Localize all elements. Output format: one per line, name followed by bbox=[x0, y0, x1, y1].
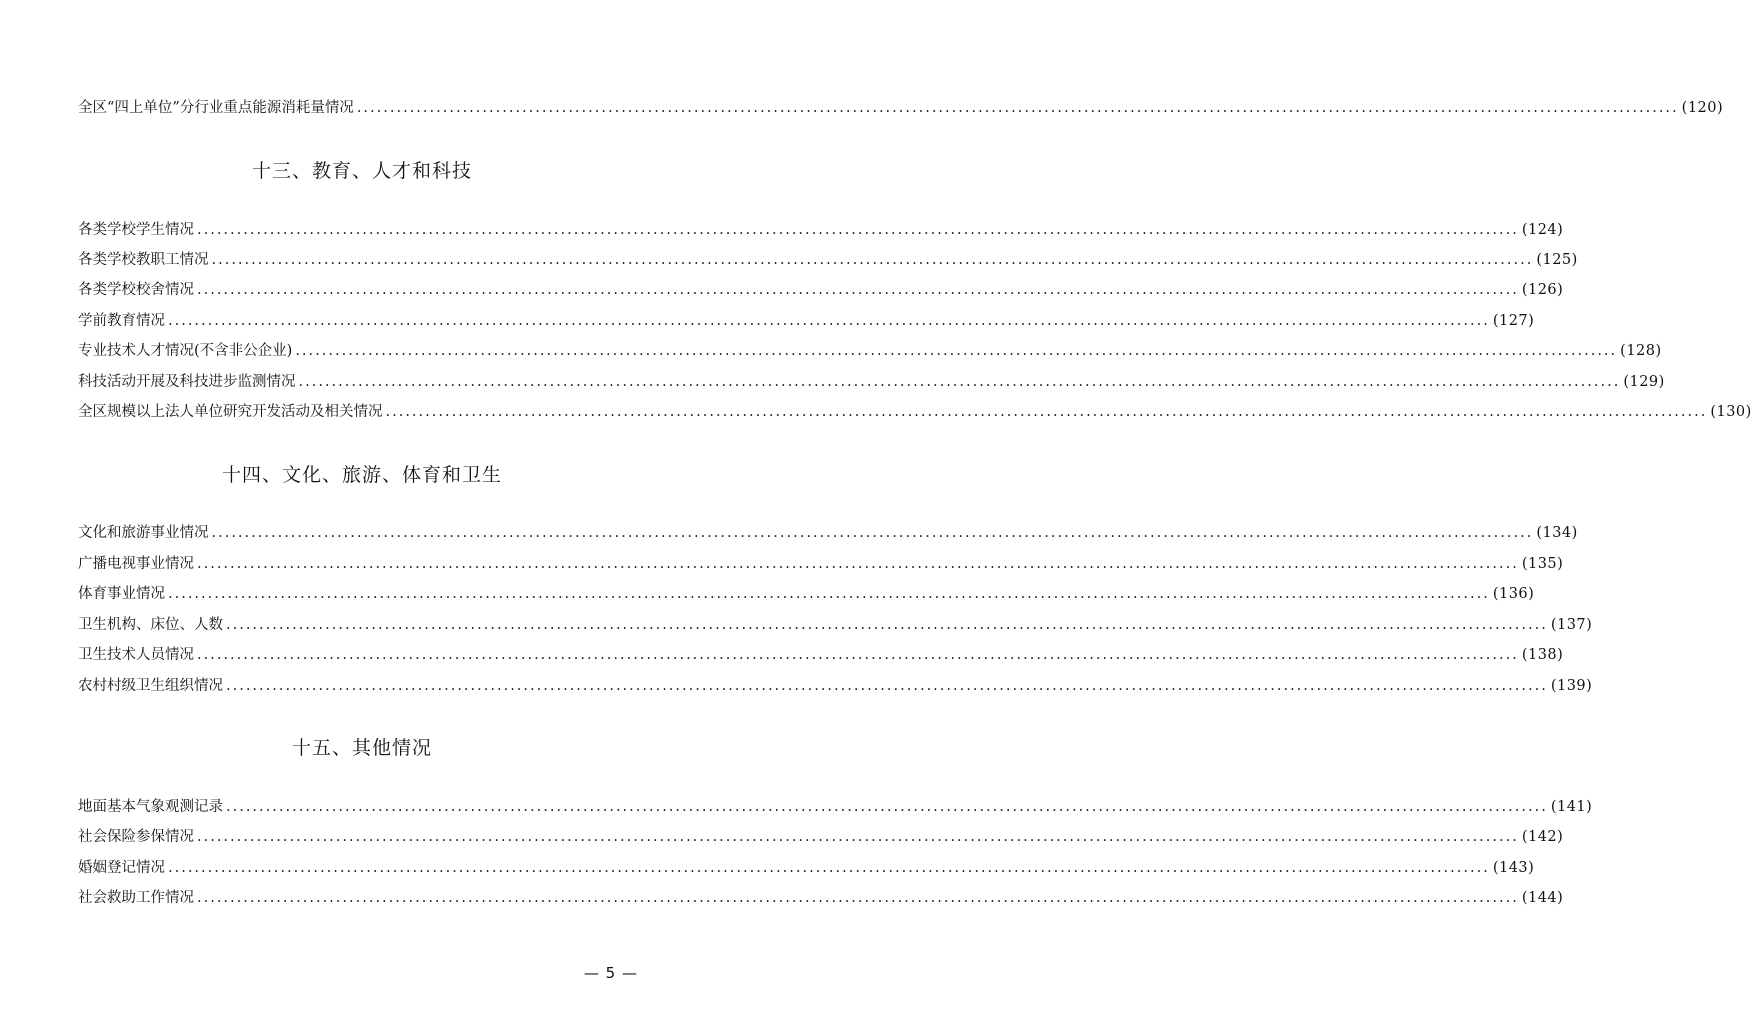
toc-entry-page: (143) bbox=[1492, 860, 1535, 876]
toc-entry-title: 体育事业情况 bbox=[78, 586, 165, 602]
toc-leader-dots: ........................................................................................................................................................................................................ bbox=[197, 647, 1519, 663]
toc-entry[interactable] bbox=[78, 825, 1564, 849]
toc-entry-title: 全区规模以上法人单位研究开发活动及相关情况 bbox=[78, 404, 383, 420]
toc-entry[interactable] bbox=[78, 218, 1564, 242]
toc-entry-title: 地面基本气象观测记录 bbox=[78, 799, 223, 815]
toc-entry[interactable] bbox=[78, 552, 1564, 576]
toc-leader-dots: ........................................................................................................................................................................................................ bbox=[385, 404, 1708, 420]
toc-entry-title: 学前教育情况 bbox=[78, 313, 165, 329]
toc-entry[interactable] bbox=[78, 309, 1535, 333]
toc-entry[interactable] bbox=[78, 886, 1564, 910]
section-heading: 十五、其他情况 bbox=[291, 737, 432, 759]
section-heading: 十三、教育、人才和科技 bbox=[251, 160, 472, 182]
toc-leader-dots: ........................................................................................................................................................................................................ bbox=[168, 860, 1490, 876]
toc-entry-title: 科技活动开展及科技进步监测情况 bbox=[78, 374, 296, 390]
toc-leader-dots: ........................................................................................................................................................................................................ bbox=[211, 252, 1534, 268]
toc-entry-page: (134) bbox=[1536, 525, 1578, 541]
toc-entry[interactable] bbox=[78, 582, 1535, 606]
toc-entry-page: (124) bbox=[1521, 222, 1564, 238]
toc-entry-title: 全区“四上单位”分行业重点能源消耗量情况 bbox=[78, 100, 354, 116]
toc-entry-page: (130) bbox=[1710, 404, 1752, 420]
toc-entry-title: 各类学校校舍情况 bbox=[78, 282, 194, 298]
toc-entry-page: (120) bbox=[1681, 100, 1724, 116]
toc-entry[interactable] bbox=[78, 795, 1593, 819]
toc-entry[interactable] bbox=[78, 370, 1665, 394]
page-number: — 5 — bbox=[583, 964, 638, 982]
toc-entry-page: (125) bbox=[1536, 252, 1578, 268]
toc-leader-dots: ........................................................................................................................................................................................................ bbox=[197, 222, 1519, 238]
toc-leader-dots: ........................................................................................................................................................................................................ bbox=[197, 282, 1519, 298]
toc-leader-dots: ........................................................................................................................................................................................................ bbox=[356, 100, 1679, 116]
toc-leader-dots: ........................................................................................................................................................................................................ bbox=[197, 890, 1519, 906]
toc-leader-dots: ........................................................................................................................................................................................................ bbox=[197, 829, 1519, 845]
toc-entry[interactable] bbox=[78, 96, 1724, 120]
toc-entry-page: (127) bbox=[1492, 313, 1535, 329]
toc-leader-dots: ........................................................................................................................................................................................................ bbox=[298, 374, 1621, 390]
toc-entry-title: 婚姻登记情况 bbox=[78, 860, 165, 876]
toc-entry-page: (139) bbox=[1550, 678, 1593, 694]
toc-entry[interactable] bbox=[78, 674, 1593, 698]
section-heading: 十四、文化、旅游、体育和卫生 bbox=[221, 464, 502, 486]
toc-leader-dots: ........................................................................................................................................................................................................ bbox=[295, 343, 1618, 359]
toc-entry-title: 各类学校学生情况 bbox=[78, 222, 194, 238]
toc-leader-dots: ........................................................................................................................................................................................................ bbox=[168, 313, 1490, 329]
toc-entry-title: 各类学校教职工情况 bbox=[78, 252, 209, 268]
toc-entry-page: (138) bbox=[1521, 647, 1564, 663]
toc-leader-dots: ........................................................................................................................................................................................................ bbox=[226, 799, 1548, 815]
toc-entry-title: 广播电视事业情况 bbox=[78, 556, 194, 572]
toc-entry-page: (135) bbox=[1521, 556, 1564, 572]
toc-entry[interactable] bbox=[78, 613, 1593, 637]
toc-entry-page: (142) bbox=[1521, 829, 1564, 845]
toc-entry[interactable] bbox=[78, 400, 1752, 424]
toc-leader-dots: ........................................................................................................................................................................................................ bbox=[168, 586, 1490, 602]
toc-entry-title: 卫生机构、床位、人数 bbox=[78, 617, 223, 633]
toc-entry[interactable] bbox=[78, 248, 1578, 272]
toc-leader-dots: ........................................................................................................................................................................................................ bbox=[197, 556, 1519, 572]
toc-entry-page: (128) bbox=[1620, 343, 1662, 359]
toc-entry-page: (129) bbox=[1623, 374, 1665, 390]
toc-entry[interactable] bbox=[78, 521, 1578, 545]
toc-entry-title: 专业技术人才情况(不含非公企业) bbox=[78, 343, 293, 359]
toc-entry-title: 社会保险参保情况 bbox=[78, 829, 194, 845]
toc-entry-page: (144) bbox=[1521, 890, 1564, 906]
toc-entry-title: 社会救助工作情况 bbox=[78, 890, 194, 906]
toc-entry[interactable] bbox=[78, 856, 1535, 880]
toc-leader-dots: ........................................................................................................................................................................................................ bbox=[226, 617, 1548, 633]
toc-entry-page: (141) bbox=[1550, 799, 1593, 815]
toc-entry[interactable] bbox=[78, 278, 1564, 302]
toc-entry-page: (136) bbox=[1492, 586, 1535, 602]
toc-leader-dots: ........................................................................................................................................................................................................ bbox=[211, 525, 1534, 541]
toc-leader-dots: ........................................................................................................................................................................................................ bbox=[226, 678, 1548, 694]
toc-entry-title: 农村村级卫生组织情况 bbox=[78, 678, 223, 694]
toc-entry-title: 文化和旅游事业情况 bbox=[78, 525, 209, 541]
toc-entry-page: (126) bbox=[1521, 282, 1564, 298]
toc-entry[interactable] bbox=[78, 643, 1564, 667]
toc-entry[interactable] bbox=[78, 339, 1662, 363]
toc-entry-title: 卫生技术人员情况 bbox=[78, 647, 194, 663]
toc-entry-page: (137) bbox=[1550, 617, 1593, 633]
